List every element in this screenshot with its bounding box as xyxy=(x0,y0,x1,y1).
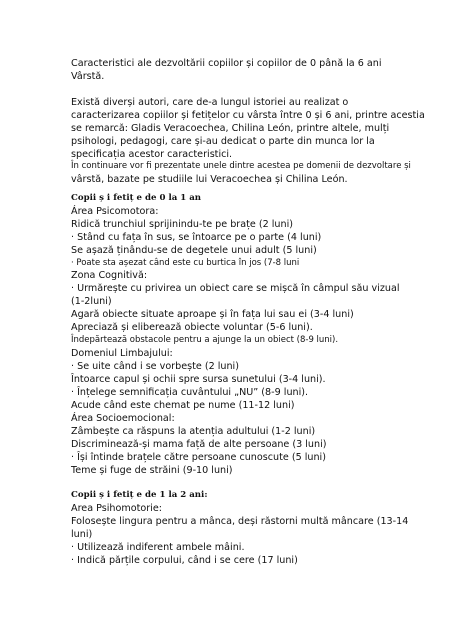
section-line: · Își întinde brațele către persoane cunoscute (5 luni) xyxy=(71,452,326,463)
section-line: · Urmărește cu privirea un obiect care se mișcă în câmpul său vizual xyxy=(71,283,400,294)
section-line: · Indică părțile corpului, când i se cere (17 luni) xyxy=(71,555,298,566)
document-title-line-2: Vârstă. xyxy=(71,71,105,82)
section-line: (1-2luni) xyxy=(71,296,112,307)
section-line: · Stând cu fața în sus, se întoarce pe o parte (4 luni) xyxy=(71,232,322,243)
section-line: · Înțelege semnificația cuvântului „NU” (8-9 luni). xyxy=(71,387,309,398)
intro-paragraph-line: se remarcă: Gladis Veracoechea, Chilina León, printre altele, mulți xyxy=(71,123,390,134)
section-line: Teme și fuge de străini (9-10 luni) xyxy=(71,465,233,476)
section-line: Zona Cognitivă: xyxy=(71,270,148,281)
section-line: · Poate sta așezat când este cu burtica în jos (7-8 luni xyxy=(71,258,300,268)
section-line: Apreciază și eliberează obiecte voluntar (5-6 luni). xyxy=(71,322,313,333)
section-line: Discriminează-și mama față de alte persoane (3 luni) xyxy=(71,439,327,450)
intro-paragraph-line: specificația acestor caracteristici. xyxy=(71,149,233,160)
intro-paragraph-line: Există diverși autori, care de-a lungul istoriei au realizat o xyxy=(71,97,349,108)
section-line: Acude când este chemat pe nume (11-12 luni) xyxy=(71,400,295,411)
section-line: · Utilizează indiferent ambele mâini. xyxy=(71,542,245,553)
section-line: Area Psihomotorie: xyxy=(71,503,162,514)
section-line: luni) xyxy=(71,529,93,540)
section-line: Întoarce capul și ochii spre sursa sunetului (3-4 luni). xyxy=(71,374,326,385)
section-line: Îndepărtează obstacole pentru a ajunge la un obiect (8-9 luni). xyxy=(71,335,339,345)
section-heading-0-1: Copii ș i fetiț e de 0 la 1 an xyxy=(71,193,202,203)
intro-paragraph-line: caracterizarea copiilor și fetițelor cu vârsta între 0 și 6 ani, printre acestia xyxy=(71,110,425,121)
section-line: Zâmbește ca răspuns la atenția adultului (1-2 luni) xyxy=(71,426,316,437)
section-line: Se așază ținându-se de degetele unui adult (5 luni) xyxy=(71,245,317,256)
section-line: Ridică trunchiul sprijinindu-te pe brațe (2 luni) xyxy=(71,219,293,230)
continuation-line: În continuare vor fi prezentate unele dintre acestea pe domenii de dezvoltare și xyxy=(71,161,411,171)
section-line: Agară obiecte situate aproape și în fața lui sau ei (3-4 luni) xyxy=(71,309,354,320)
continuation-line: vârstă, bazate pe studiile lui Veracoechea și Chilina León. xyxy=(71,174,348,185)
document-title-line-1: Caracteristici ale dezvoltării copiilor și copiilor de 0 până la 6 ani xyxy=(71,58,382,69)
section-line: · Se uite când i se vorbește (2 luni) xyxy=(71,361,239,372)
section-line: Área Psicomotora: xyxy=(71,206,159,217)
section-line: Folosește lingura pentru a mânca, deși răstorni multă mâncare (13-14 xyxy=(71,516,409,527)
section-line: Área Socioemocional: xyxy=(71,413,175,424)
intro-paragraph-line: psihologi, pedagogi, care și-au dedicat o parte din munca lor la xyxy=(71,136,375,147)
section-line: Domeniul Limbajului: xyxy=(71,348,173,359)
section-heading-1-2: Copii ș i fetiț e de 1 la 2 ani: xyxy=(71,490,208,500)
